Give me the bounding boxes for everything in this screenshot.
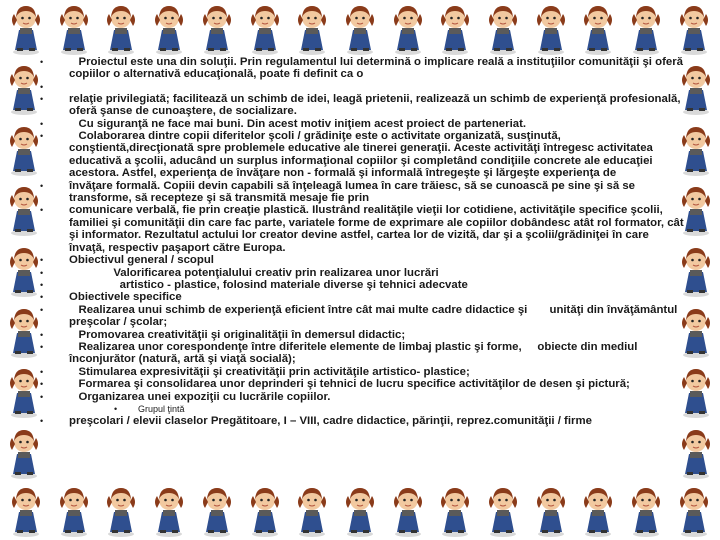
list-item — [36, 118, 686, 130]
bullet-icon: • — [40, 391, 44, 402]
cartoon-girl-icon — [578, 0, 618, 56]
list-item-text: Formarea şi consolidarea unor deprinderi şi tehnici de lucru specifice activităţilor de desen şi pictură; — [69, 378, 630, 391]
list-item — [36, 180, 686, 205]
list-item — [36, 56, 686, 81]
bullet-icon: • — [40, 57, 44, 67]
list-item — [36, 254, 686, 266]
cartoon-girl-icon — [674, 0, 714, 56]
cartoon-girl-icon — [292, 0, 332, 56]
bullet-icon: • — [114, 403, 118, 414]
bullet-icon: • — [40, 180, 44, 191]
cartoon-girl-icon — [676, 424, 716, 480]
list-item-text: preşcolari / elevii claselor Pregătitoare, I – VIII, cadre didactice, părinţii, reprez.comunităţii / firme — [69, 414, 592, 427]
bullet-icon: • — [40, 255, 44, 266]
list-item-text: Obiectivul general / scopul — [69, 254, 214, 267]
bullet-list — [36, 56, 686, 427]
cartoon-girl-icon — [292, 482, 332, 538]
list-item-text: Grupul ţintă — [138, 403, 185, 414]
list-item-text: Valorificarea potenţialului creativ prin realizarea unor lucrări — [69, 266, 439, 279]
list-item-text: Cu siguranţă ne face mai buni. Din acest motiv iniţiem acest proiect de parteneriat. — [69, 117, 527, 130]
list-item — [36, 291, 686, 303]
cartoon-girl-icon — [578, 482, 618, 538]
list-item — [36, 204, 686, 254]
list-item — [36, 391, 686, 403]
cartoon-girl-icon — [388, 482, 428, 538]
list-item-text: Promovarea creativităţii şi originalităţii în demersul didactic; — [69, 328, 406, 341]
bottom-border — [0, 482, 720, 540]
list-item — [36, 329, 686, 341]
cartoon-girl-icon — [626, 0, 666, 56]
list-item-text: artistico - plastice, folosind materiale diverse şi tehnici adecvate — [69, 278, 468, 291]
list-item — [36, 366, 686, 378]
bullet-icon: • — [40, 93, 44, 104]
cartoon-girl-icon — [245, 482, 285, 538]
cartoon-girl-icon — [101, 482, 141, 538]
cartoon-girl-icon — [197, 0, 237, 56]
list-item — [36, 341, 686, 366]
cartoon-girl-icon — [531, 0, 571, 56]
list-item-text: Colaborarea dintre copii diferitelor şcoli / grădiniţe este o activitate organizată, susţinută, conştientă,direcţionată spre problemele educative ale tinerei generaţii. Aceste activităţi întregesc activitatea educativă a şcolii, aducând un surplus informaţional copiilor şi completând condiţiile concrete ale educaţiei acestora. Astfel, experienţa de învăţare non - formală şi informală întregeşte şi lărgeşte experienţa de — [69, 130, 657, 180]
cartoon-girl-icon — [6, 482, 46, 538]
cartoon-girl-icon — [435, 482, 475, 538]
cartoon-girl-icon — [674, 482, 714, 538]
list-item-text: Stimularea expresivităţii şi creativităţii prin activităţile artistico- plastice; — [69, 365, 470, 378]
bullet-icon: • — [40, 279, 44, 290]
top-border — [0, 0, 720, 58]
list-item — [36, 93, 686, 118]
cartoon-girl-icon — [4, 424, 44, 480]
list-item — [36, 403, 686, 415]
bullet-icon: • — [40, 205, 44, 216]
list-item — [36, 81, 686, 93]
list-item-text: Organizarea unei expoziţii cu lucrările copiilor. — [69, 390, 331, 403]
list-item-text: Realizarea unor corespondenţe între diferitele elemente de limbaj plastic şi forme, obiecte din mediul înconjurător (natură, artă şi viaţă socială); — [69, 340, 641, 366]
list-item — [36, 304, 686, 329]
cartoon-girl-icon — [340, 0, 380, 56]
list-item-text: Realizarea unui schimb de experienţă eficient între cât mai multe cadre didactice şi unităţi din învăţământul preşcolar / şcolar; — [69, 303, 681, 329]
cartoon-girl-icon — [388, 0, 428, 56]
list-item — [36, 130, 686, 180]
bullet-icon: • — [40, 329, 44, 340]
cartoon-girl-icon — [149, 482, 189, 538]
bullet-icon: • — [40, 341, 44, 352]
list-item — [36, 415, 686, 427]
list-item — [36, 267, 686, 279]
document-body — [36, 56, 686, 427]
list-item-text: învăţare formală. Copiii devin capabili să înţeleagă lumea în care trăiesc, să se cunoască pe sine şi să se transforme, să recepteze şi să transmită mesaje fie prin — [69, 179, 639, 205]
cartoon-girl-icon — [483, 0, 523, 56]
cartoon-girl-icon — [54, 0, 94, 56]
bullet-icon: • — [40, 304, 44, 315]
cartoon-girl-icon — [483, 482, 523, 538]
bullet-icon: • — [40, 267, 44, 278]
cartoon-girl-icon — [54, 482, 94, 538]
cartoon-girl-icon — [340, 482, 380, 538]
bullet-icon: • — [40, 379, 44, 390]
list-item-text: Obiectivele specifice — [69, 291, 182, 304]
cartoon-girl-icon — [626, 482, 666, 538]
cartoon-girl-icon — [245, 0, 285, 56]
cartoon-girl-icon — [149, 0, 189, 56]
bullet-icon: • — [40, 415, 44, 426]
cartoon-girl-icon — [101, 0, 141, 56]
cartoon-girl-icon — [197, 482, 237, 538]
list-item — [36, 378, 686, 390]
bullet-icon: • — [40, 118, 44, 129]
bullet-icon: • — [40, 81, 44, 92]
list-item-text: Proiectul este una din soluţii. Prin regulamentul lui determină o implicare reală a instituţiilor comunităţii şi oferă copiilor o alternativă educaţională, poate fi definit ca o — [69, 56, 687, 81]
list-item — [36, 279, 686, 291]
list-item-text: comunicare verbală, fie prin creaţie plastică. Ilustrând realităţile vieţii lor cotidiene, activităţile specifice şcolii, familiei şi comunităţii din care fac parte, variatele forme de exprimare ale copiilor dobândesc atât rol formator, cât şi informator. Rezultatul actului lor creator devine astfel, cartea lor de vizită, dar şi a şcolii/grădiniţei în care învaţă, respectiv paşaport către Europa. — [69, 204, 687, 254]
bullet-icon: • — [40, 131, 44, 142]
cartoon-girl-icon — [435, 0, 475, 56]
cartoon-girl-icon — [531, 482, 571, 538]
bullet-icon: • — [40, 366, 44, 377]
list-item-text: relaţie privilegiată; facilitează un schimb de idei, leagă prietenii, realizează un schimb de experienţă profesională, oferă şanse de cunoaştere, de socializare. — [69, 92, 684, 118]
cartoon-girl-icon — [6, 0, 46, 56]
bullet-icon: • — [40, 292, 44, 303]
